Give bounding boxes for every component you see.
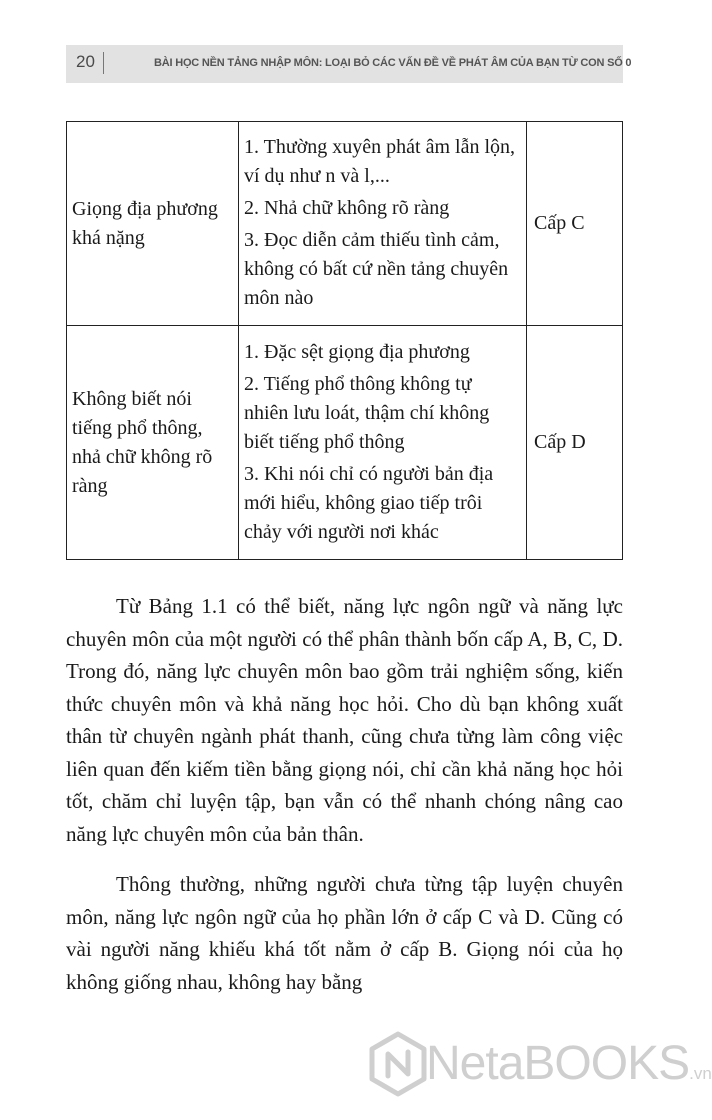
brand-suffix: .vn [689,1064,712,1083]
description-item: 3. Khi nói chỉ có người bản địa mới hiểu, không giao tiếp trôi chảy với người nơi khác [244,462,494,543]
grade-cell: Cấp D [527,326,623,560]
running-title: BÀI HỌC NỀN TẢNG NHẬP MÔN: LOẠI BỎ CÁC VẤN ĐỀ VỀ PHÁT ÂM CỦA BẠN TỪ CON SỐ 0 [154,57,632,69]
table-row [67,326,623,560]
grade-cell: Cấp C [527,122,623,326]
header-divider [103,52,104,74]
netabooks-watermark [368,1032,712,1102]
level-cell: Giọng địa phương khá nặng [67,122,239,326]
description-cell [239,326,527,560]
classification-table [66,121,623,560]
description-item: 3. Đọc diễn cảm thiếu tình cảm, không có bất cứ nền tảng chuyên môn nào [244,229,509,309]
netabooks-logo-icon [368,1032,428,1096]
description-item: 2. Nhả chữ không rõ ràng [244,197,450,219]
page-number: 20 [76,52,95,71]
table-row [67,122,623,326]
description-cell [239,122,527,326]
body-text [66,590,623,1016]
watermark-text [426,1036,712,1091]
description-item: 1. Đặc sệt giọng địa phương [244,340,470,363]
page-header [66,45,632,83]
description-item: 2. Tiếng phổ thông không tự nhiên lưu loát, thậm chí không biết tiếng phổ thông [244,372,490,453]
paragraph: Từ Bảng 1.1 có thể biết, năng lực ngôn ngữ và năng lực chuyên môn của một người có thể phân thành bốn cấp A, B, C, D. Trong đó, năng lực chuyên môn bao gồm trải nghiệm sống, kiến thức chuyên môn và khả năng học hỏi. Cho dù bạn không xuất thân từ chuyên ngành phát thanh, cũng chưa từng làm công việc liên quan đến kiếm tiền bằng giọng nói, chỉ cần khả năng học hỏi tốt, chăm chỉ luyện tập, bạn vẫn có thể nhanh chóng nâng cao năng lực chuyên môn của bản thân. [66,594,623,846]
paragraph: Thông thường, những người chưa từng tập luyện chuyên môn, năng lực ngôn ngữ của họ phần lớn ở cấp C và D. Cũng có vài người năng khiếu khá tốt nằm ở cấp B. Giọng nói của họ không giống nhau, không hay bằng [66,872,623,994]
level-cell: Không biết nói tiếng phổ thông, nhả chữ không rõ ràng [67,326,239,560]
brand-name: NetaBOOKS [426,1037,690,1090]
description-item: 1. Thường xuyên phát âm lẫn lộn, ví dụ như n và l,... [244,136,516,187]
